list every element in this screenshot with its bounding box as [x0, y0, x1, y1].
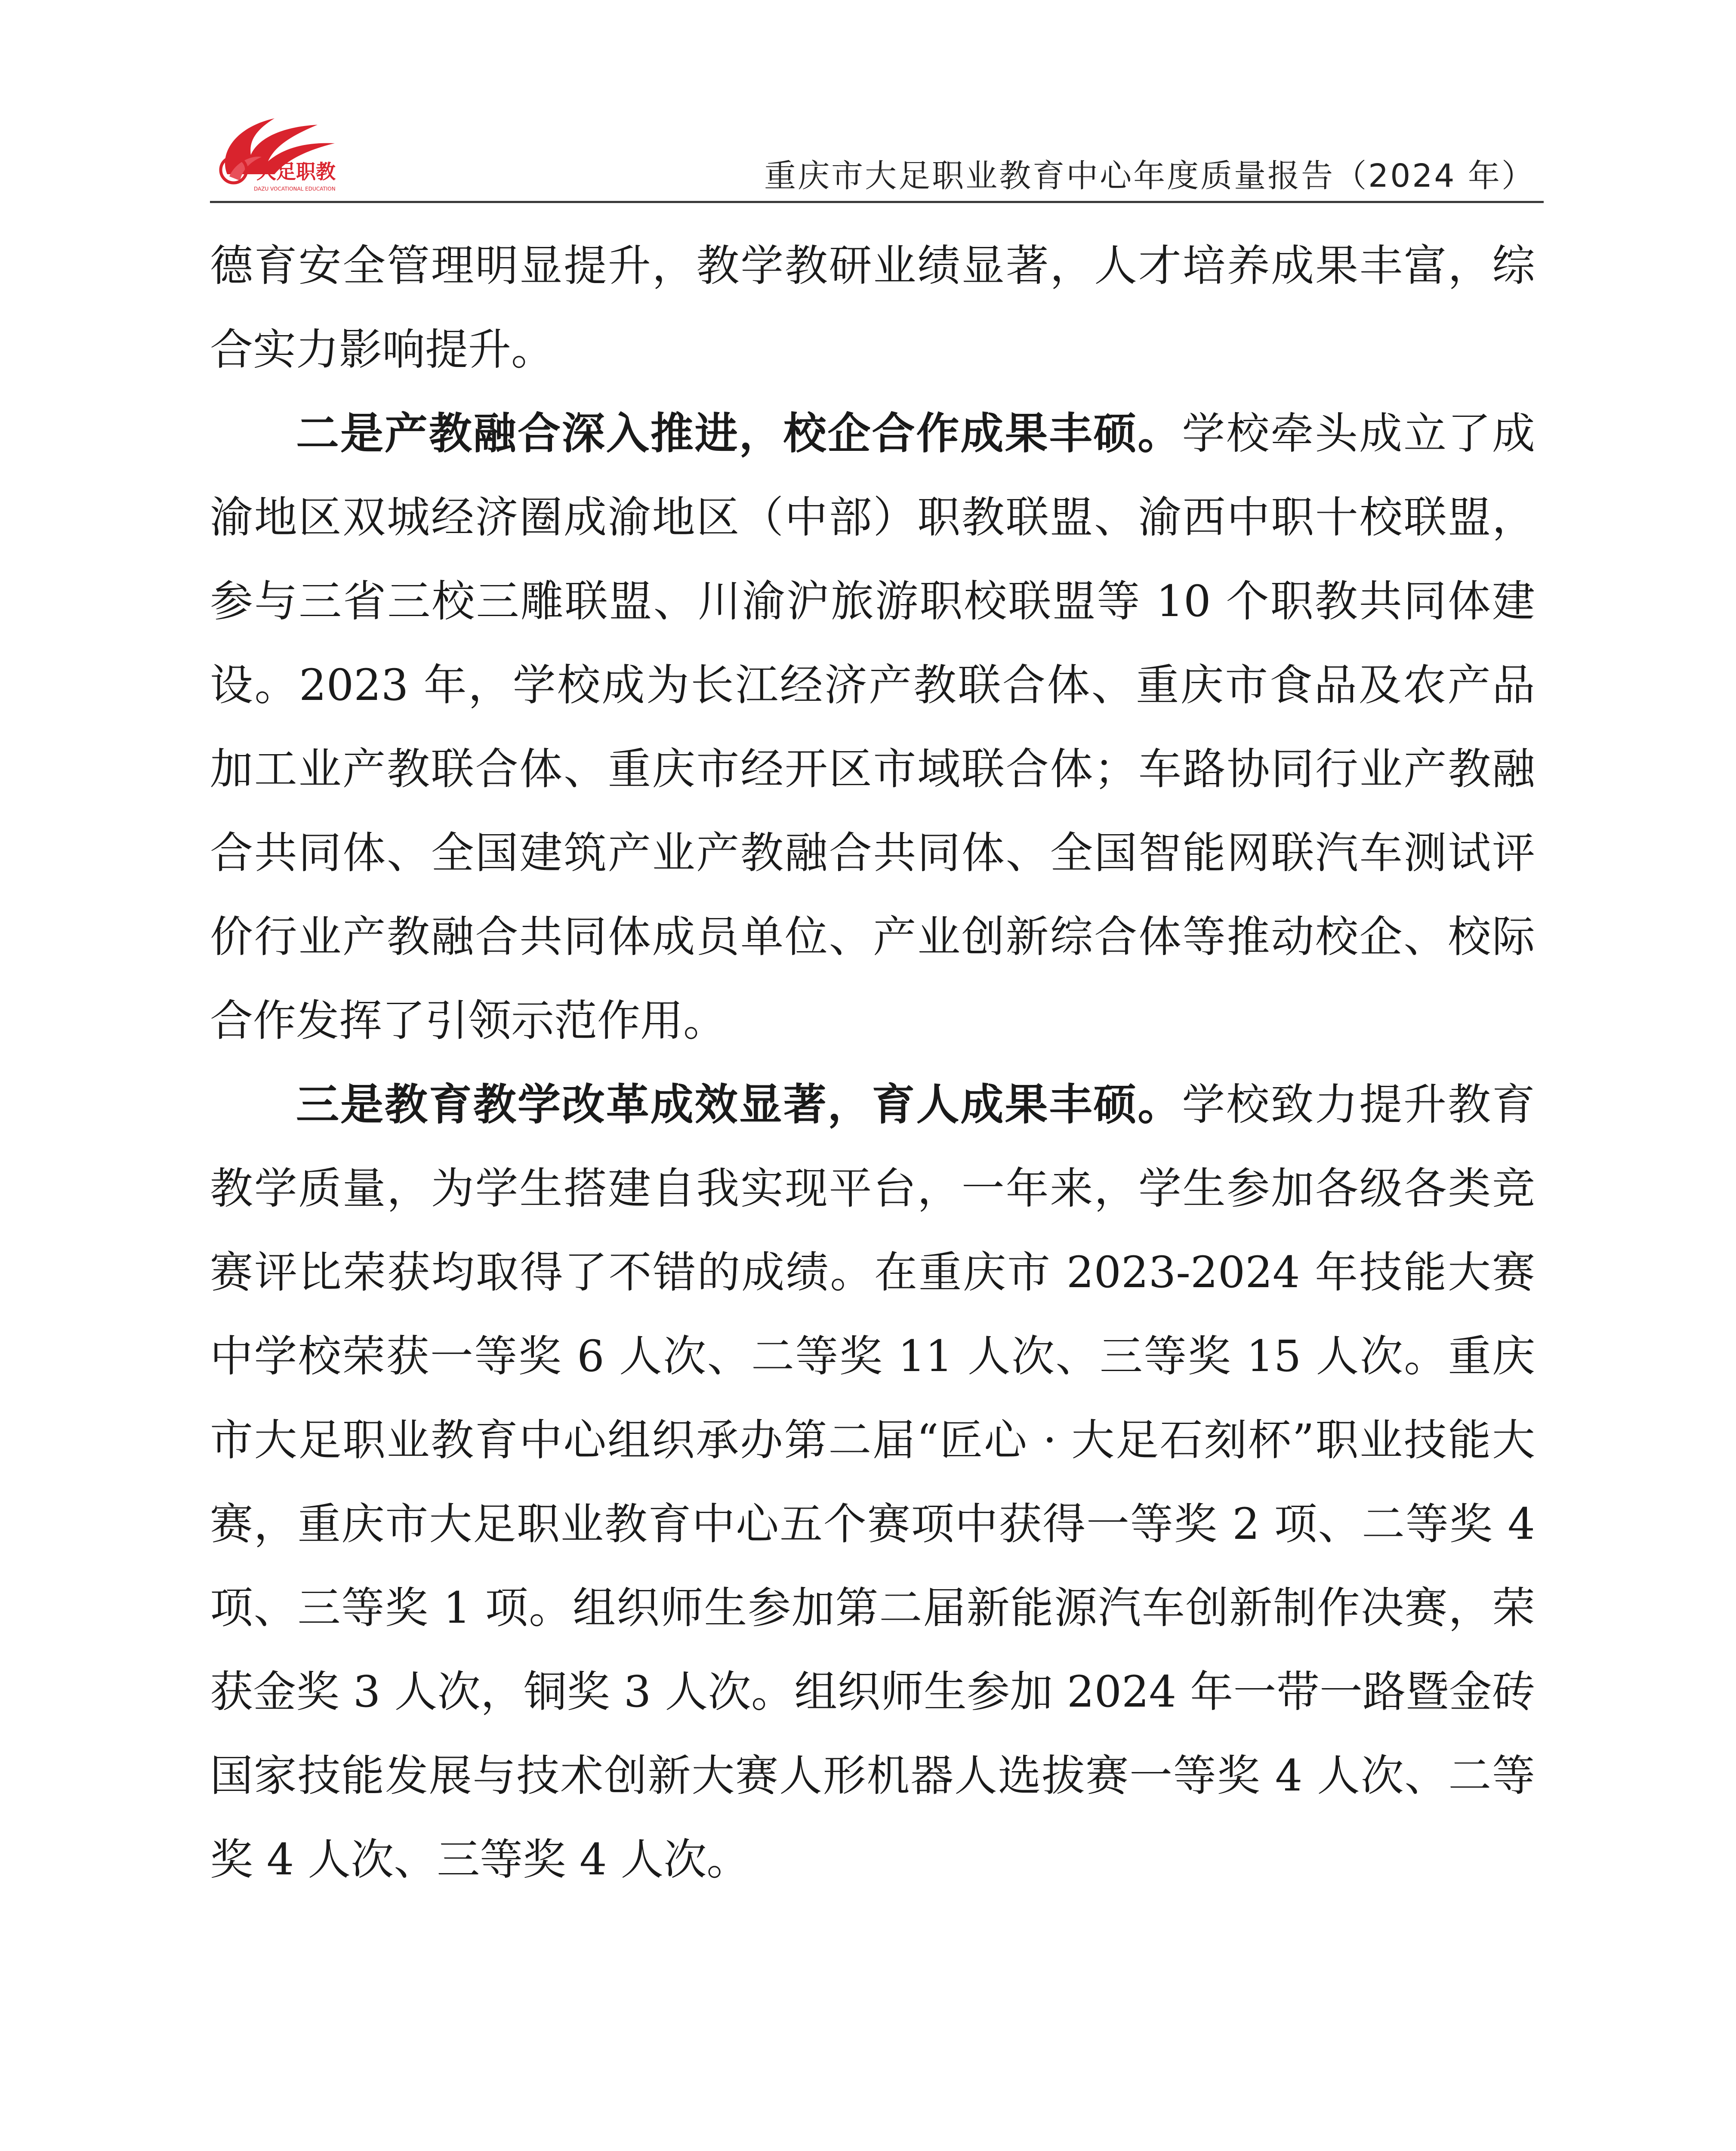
report-title: 重庆市大足职业教育中心年度质量报告（2024 年）: [764, 157, 1535, 194]
paragraph-continuation: [210, 224, 1535, 391]
logo-text: 大足职教: [256, 160, 336, 183]
logo-subtext: DAZU VOCATIONAL EDUCATION: [254, 186, 336, 192]
paragraph-body: 学校致力提升教育教学质量，为学生搭建自我实现平台，一年来，学生参加各级各类竞赛评比荣获均取得了不错的成绩。在重庆市 2023-2024 年技能大赛中学校荣获一等奖 6 人次、二等奖 11 人次、三等奖 15 人次。重庆市大足职业教育中心组织承办第二届“匠心 · 大足石刻杯”职业技能大赛，重庆市大足职业教育中心五个赛项中获得一等奖 2 项、二等奖 4 项、三等奖 1 项。组织师生参加第二届新能源汽车创新制作决赛，荣获金奖 3 人次，铜奖 3 人次。组织师生参加 2024 年一带一路暨金砖国家技能发展与技术创新大赛人形机器人选拔赛一等奖 4 人次、二等奖 4 人次、三等奖 4 人次。: [210, 1079, 1536, 1885]
paragraph-body: 德育安全管理明显提升，教学教研业绩显著，人才培养成果丰富，综合实力影响提升。: [210, 240, 1535, 375]
paragraph-industry-education: [210, 391, 1535, 1063]
paragraph-body: 学校牵头成立了成渝地区双城经济圈成渝地区（中部）职教联盟、渝西中职十校联盟，参与三省三校三雕联盟、川渝沪旅游职校联盟等 10 个职教共同体建设。2023 年，学校成为长江经济产教联合体、重庆市食品及农产品加工业产教联合体、重庆市经开区市域联合体；车路协同行业产教融合共同体、全国建筑产业产教融合共同体、全国智能网联汽车测试评价行业产教融合共同体成员单位、产业创新综合体等推动校企、校际合作发挥了引领示范作用。: [210, 408, 1536, 1046]
header-divider: [210, 201, 1544, 203]
paragraph-teaching-reform: [210, 1063, 1535, 1901]
school-logo: [210, 110, 352, 196]
page-header: [210, 110, 1544, 204]
document-body: [210, 224, 1535, 1901]
paragraph-lead: 三是教育教学改革成效显著，育人成果丰硕。: [296, 1079, 1182, 1130]
phoenix-logo-icon: [210, 110, 352, 196]
paragraph-lead: 二是产教融合深入推进，校企合作成果丰硕。: [296, 408, 1182, 459]
